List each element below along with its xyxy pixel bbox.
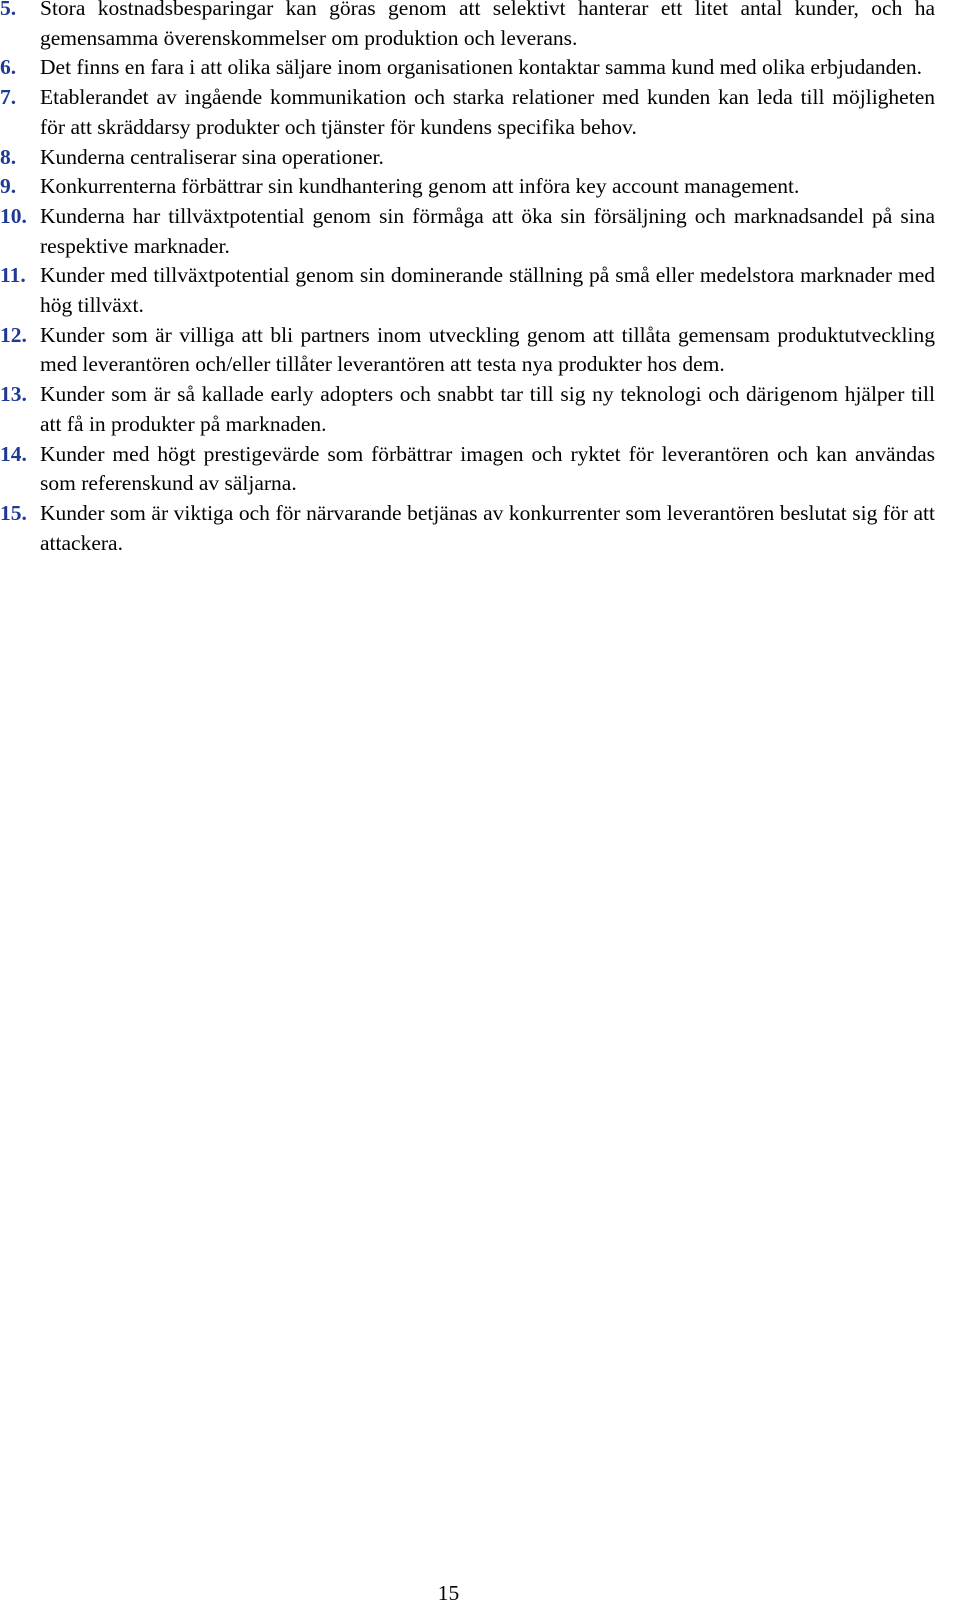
list-item-number: 14. [0,441,27,466]
list-item-number: 10. [0,203,27,228]
page-number: 15 [437,1581,460,1605]
list-item-number: 8. [0,144,17,169]
list-item-number: 12. [0,322,27,347]
list-item [0,143,960,173]
list-item-text: Konkurrenterna förbättrar sin kundhantering genom att införa key account management. [40,174,800,199]
list-item [0,261,960,320]
list-item [0,83,960,142]
numbered-list [0,0,960,558]
list-item-text: Kunder som är viktiga och för närvarande betjänas av konkurrenter som leverantören beslutat sig för att attackera. [40,500,935,555]
list-item-text: Kunderna har tillväxtpotential genom sin förmåga att öka sin försäljning och marknadsandel på sina respektive marknader. [40,203,935,258]
list-item [0,380,960,439]
list-item-text: Kunder med tillväxtpotential genom sin dominerande ställning på små eller medelstora marknader med hög tillväxt. [40,263,935,318]
list-item [0,172,960,202]
list-item-text: Stora kostnadsbesparingar kan göras genom att selektivt hanterar ett litet antal kunder, och ha gemensamma överenskommelser om produktion och leverans. [40,0,935,50]
list-item [0,202,960,261]
list-item [0,440,960,499]
list-item [0,53,960,83]
list-item-text: Kunder som är så kallade early adopters och snabbt tar till sig ny teknologi och därigenom hjälper till att få in produkter på marknaden. [40,382,935,436]
list-item-number: 13. [0,382,27,407]
list-item-text: Det finns en fara i att olika säljare inom organisationen kontaktar samma kund med olika erbjudanden. [40,55,923,80]
list-item-number: 9. [0,174,17,199]
list-item-text: Kunder som är villiga att bli partners inom utveckling genom att tillåta gemensam produktutveckling med leverantören och/eller tillåter leverantören att testa nya produkter hos dem. [40,322,935,377]
list-item-number: 11. [0,263,26,288]
list-item [0,321,960,380]
list-item-text: Kunder med högt prestigevärde som förbättrar imagen och ryktet för leverantören och kan användas som referenskund av säljarna. [40,441,935,496]
list-item-text: Kunderna centraliserar sina operationer. [40,144,384,169]
list-item [0,499,960,558]
list-item-number: 15. [0,500,27,525]
list-item-text: Etablerandet av ingående kommunikation och starka relationer med kunden kan leda till möjligheten för att skräddarsy produkter och tjänster för kundens specifika behov. [40,85,935,139]
list-item [0,0,960,53]
list-item-number: 7. [0,85,17,110]
list-item-number: 6. [0,55,17,80]
list-item-number: 5. [0,0,17,20]
